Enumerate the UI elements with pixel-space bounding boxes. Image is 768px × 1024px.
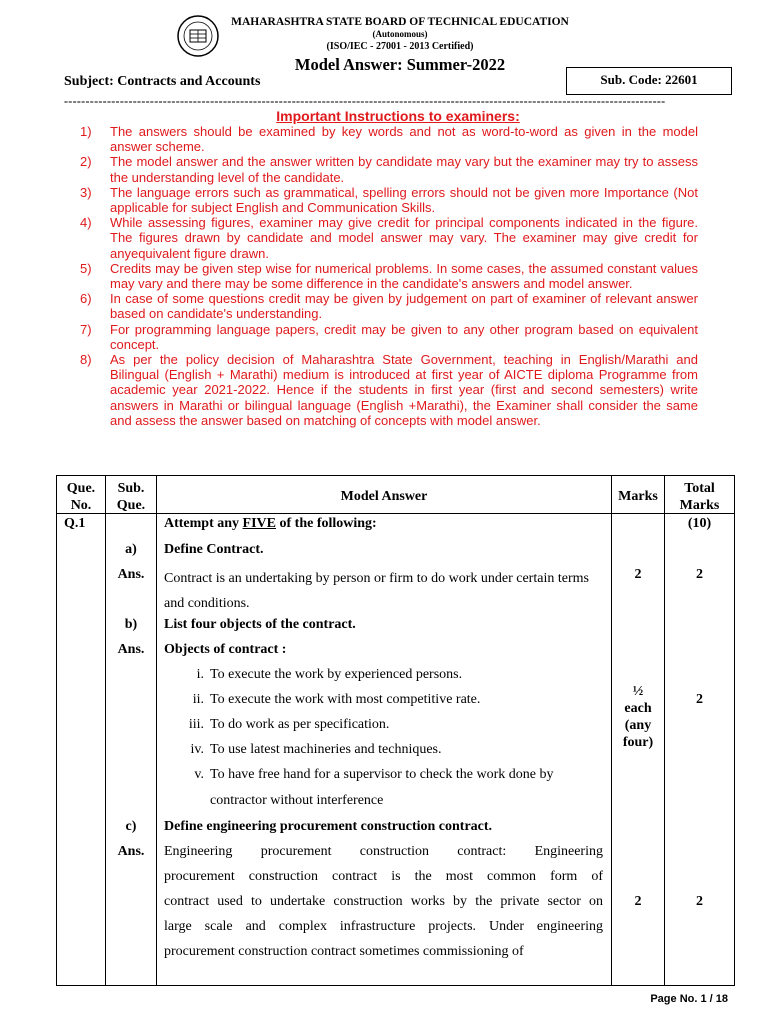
list-item: To do work as per specification.: [210, 717, 390, 732]
list-item: To execute the work by experienced persons.: [210, 667, 463, 682]
list-item: To execute the work with most competitive rate.: [210, 692, 481, 707]
instruction-text: While assessing figures, examiner may give credit for principal components indicated in the figure. The figures drawn by candidate and model answer may vary. The examiner may give credit for anyequivalent figure drawn.: [110, 215, 698, 261]
sub-question-label: a): [125, 542, 137, 557]
instruction-item: [80, 124, 698, 154]
instruction-item: [80, 261, 698, 291]
col-header-marks: Marks: [618, 489, 658, 504]
col-header-answer: Model Answer: [340, 489, 428, 504]
marks-value: ½: [632, 684, 644, 699]
col-header-total: Total Marks: [679, 481, 720, 513]
attempt-text: Attempt any: [164, 516, 243, 531]
instructions-list: [80, 124, 698, 428]
attempt-text: of the following:: [276, 516, 377, 531]
instruction-number: 2): [80, 154, 92, 170]
instruction-number: 4): [80, 215, 92, 231]
attempt-count: FIVE: [242, 516, 276, 531]
question-text: List four objects of the contract.: [164, 617, 356, 632]
instruction-number: 7): [80, 321, 92, 337]
answer-line: procurement construction contract sometimes commissioning of: [164, 944, 524, 959]
subject-label: Subject: Contracts and Accounts: [64, 74, 261, 89]
instruction-item: [80, 322, 698, 352]
instruction-text: For programming language papers, credit may be given to any other program based on equivalent concept.: [110, 321, 698, 352]
page-number: Page No. 1 / 18: [650, 993, 728, 1005]
answer-heading: Objects of contract :: [164, 642, 287, 657]
list-item: To use latest machineries and techniques.: [210, 742, 442, 757]
marks-value: 2: [634, 894, 642, 909]
marks-value: four): [622, 735, 654, 750]
sub-question-label: b): [124, 617, 138, 632]
sub-question-label: c): [125, 819, 137, 834]
answer-label: Ans.: [117, 642, 145, 657]
answer-line: Engineering procurement construction contract: Engineering: [164, 844, 603, 859]
list-number: v.: [194, 767, 204, 782]
instruction-text: The model answer and the answer written by candidate may vary but the examiner may try to assess the understanding level of the candidate.: [110, 154, 698, 185]
autonomous-label: (Autonomous): [372, 29, 428, 39]
answer-line: large scale and complex infrastructure projects. Under engineering: [164, 919, 603, 934]
page-title: Model Answer: Summer-2022: [294, 55, 506, 74]
answer-label: Ans.: [117, 567, 145, 582]
msbte-logo: [176, 14, 220, 58]
answer-line: contract used to undertake construction works by the private sector on: [164, 894, 603, 909]
attempt-total-marks: (10): [687, 516, 712, 531]
table-divider: [156, 475, 157, 986]
total-marks-value: 2: [696, 567, 703, 582]
instruction-text: The answers should be examined by key words and not as word-to-word as given in the model answer scheme.: [110, 124, 698, 155]
instruction-number: 1): [80, 124, 92, 139]
instruction-number: 5): [80, 260, 92, 276]
list-number: iv.: [190, 742, 204, 757]
question-text: Define Contract.: [164, 542, 264, 557]
question-number: Q.1: [64, 516, 86, 531]
answer-text: Contract is an undertaking by person or firm to do work under certain terms and conditions.: [164, 571, 589, 611]
board-name: MAHARASHTRA STATE BOARD OF TECHNICAL EDUCATION: [231, 16, 569, 28]
instruction-text: The language errors such as grammatical, spelling errors should not be given more Importance (Not applicable for subject English and Communication Skills.: [110, 184, 698, 216]
instruction-number: 6): [80, 291, 92, 307]
list-number: iii.: [188, 717, 204, 732]
instruction-number: 8): [80, 352, 92, 368]
question-text: Define engineering procurement construction contract.: [164, 819, 493, 834]
total-marks-value: 2: [696, 894, 703, 909]
col-header-que: Que. No.: [66, 481, 96, 513]
attempt-instruction: [164, 515, 377, 532]
instruction-item: [80, 291, 698, 321]
instruction-text: As per the policy decision of Maharashtra State Government, teaching in English/Marathi and Bilingual (English + Marathi) medium is introduced at first year of AICTE diploma Programme from academic year 2021-2022. Hence if the students in first year (first and second semesters) write answers in Marathi or bilingual language (English +Marathi), the Examiner shall consider the same and assess the answer based on matching of concepts with model answer.: [110, 352, 698, 428]
marks-value: 2: [634, 567, 642, 582]
instruction-number: 3): [80, 184, 92, 200]
instruction-text: Credits may be given step wise for numerical problems. In some cases, the assumed constant values may vary and there may be some difference in the candidate's answers and model answer.: [110, 260, 698, 292]
instruction-text: In case of some questions credit may be given by judgement on part of examiner of relevant answer based on candidate's understanding.: [110, 291, 698, 322]
col-header-sub: Sub. Que.: [116, 481, 146, 513]
instruction-item: [80, 154, 698, 184]
answer-line: procurement construction contract is the most common form of: [164, 869, 603, 884]
list-item: To have free hand for a supervisor to check the work done by: [210, 767, 554, 782]
list-number: i.: [196, 667, 204, 682]
marks-value: each: [624, 701, 652, 716]
sub-code-box: Sub. Code: 22601: [566, 67, 732, 95]
instructions-heading: Important Instructions to examiners:: [276, 108, 520, 124]
instruction-item: [80, 185, 698, 215]
instruction-item: [80, 352, 698, 428]
list-number: ii.: [192, 692, 204, 707]
marks-value: (any: [624, 718, 652, 733]
total-marks-value: 2: [696, 692, 703, 707]
table-header-divider: [56, 513, 735, 514]
instruction-item: [80, 215, 698, 261]
divider-line: --------------------------------------------------------------------------------------------------------------------------------------------: [64, 94, 666, 106]
iso-certification: (ISO/IEC - 27001 - 2013 Certified): [326, 41, 474, 52]
list-item-continued: contractor without interference: [210, 793, 384, 808]
answer-label: Ans.: [117, 844, 145, 859]
